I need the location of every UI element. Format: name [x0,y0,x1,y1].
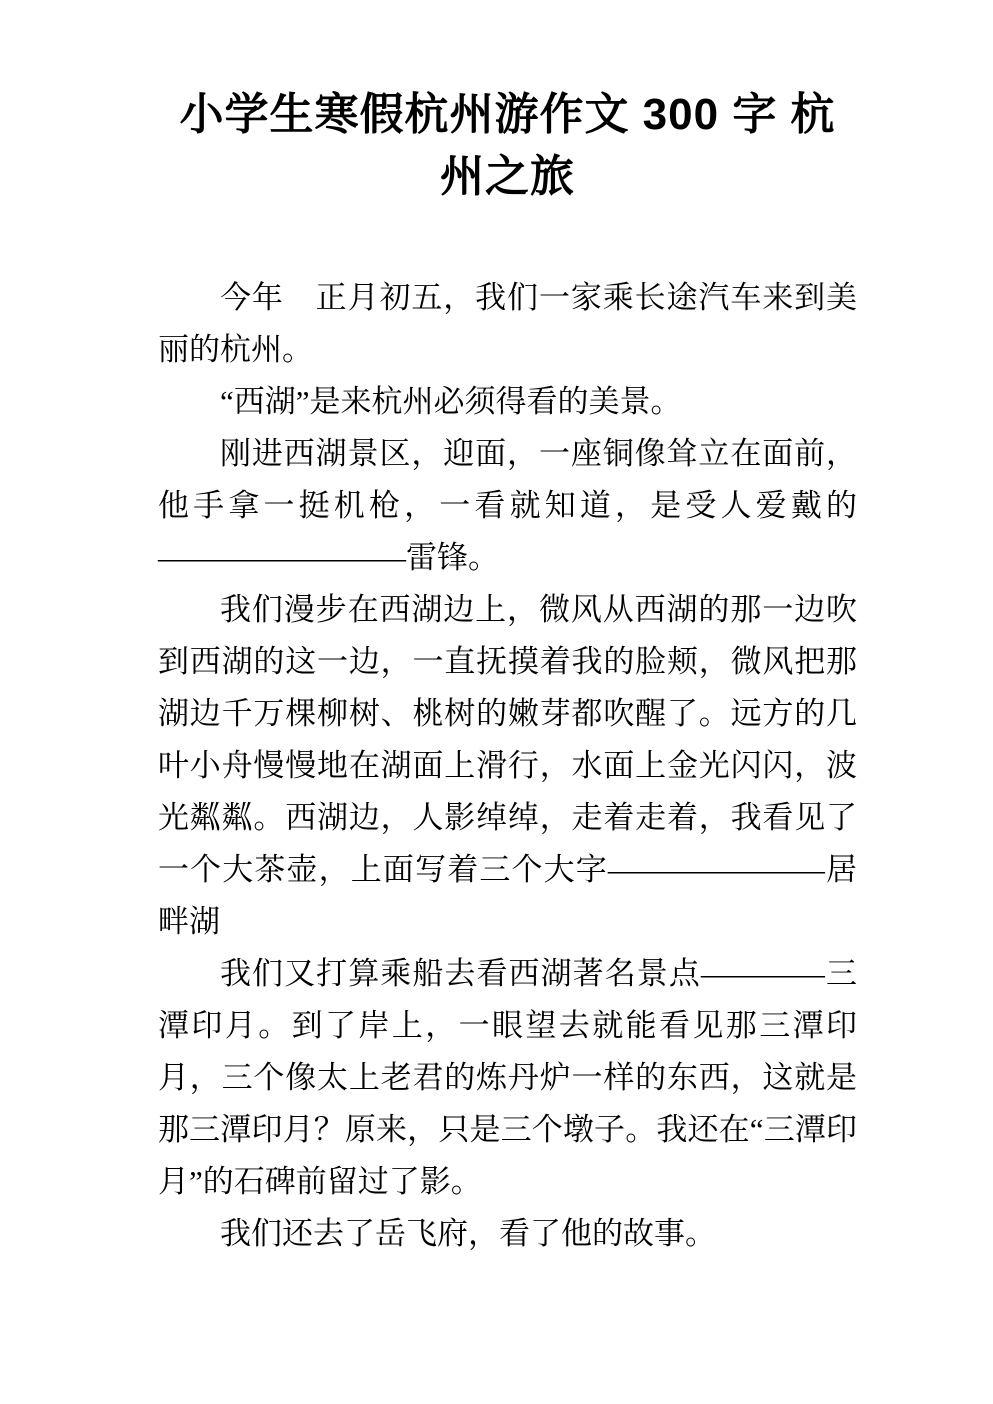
paragraph: 今年 正月初五，我们一家乘长途汽车来到美丽的杭州。 [158,280,857,367]
document-title: 小学生寒假杭州游作文 300 字 杭州之旅 [179,90,836,201]
paragraph: 刚进西湖景区，迎面，一座铜像耸立在面前，他手拿一挺机枪，一看就知道，是受人爱戴的————————雷锋。 [158,436,857,575]
document-body [158,272,857,1260]
paragraph: 我们又打算乘船去看西湖著名景点————三潭印月。到了岸上，一眼望去就能看见那三潭印月，三个像太上老君的炼丹炉一样的东西，这就是那三潭印月？原来，只是三个墩子。我还在“三潭印月”的石碑前留过了影。 [158,956,857,1199]
paragraph: “西湖”是来杭州必须得看的美景。 [220,384,682,419]
paragraph: 我们还去了岳飞府，看了他的故事。 [220,1216,716,1251]
paragraph: 我们漫步在西湖边上，微风从西湖的那一边吹到西湖的这一边，一直抚摸着我的脸颊，微风把那湖边千万棵柳树、桃树的嫩芽都吹醒了。远方的几叶小舟慢慢地在湖面上滑行，水面上金光闪闪，波光粼粼。西湖边，人影绰绰，走着走着，我看见了一个大茶壶，上面写着三个大字———————居畔湖 [158,592,857,939]
